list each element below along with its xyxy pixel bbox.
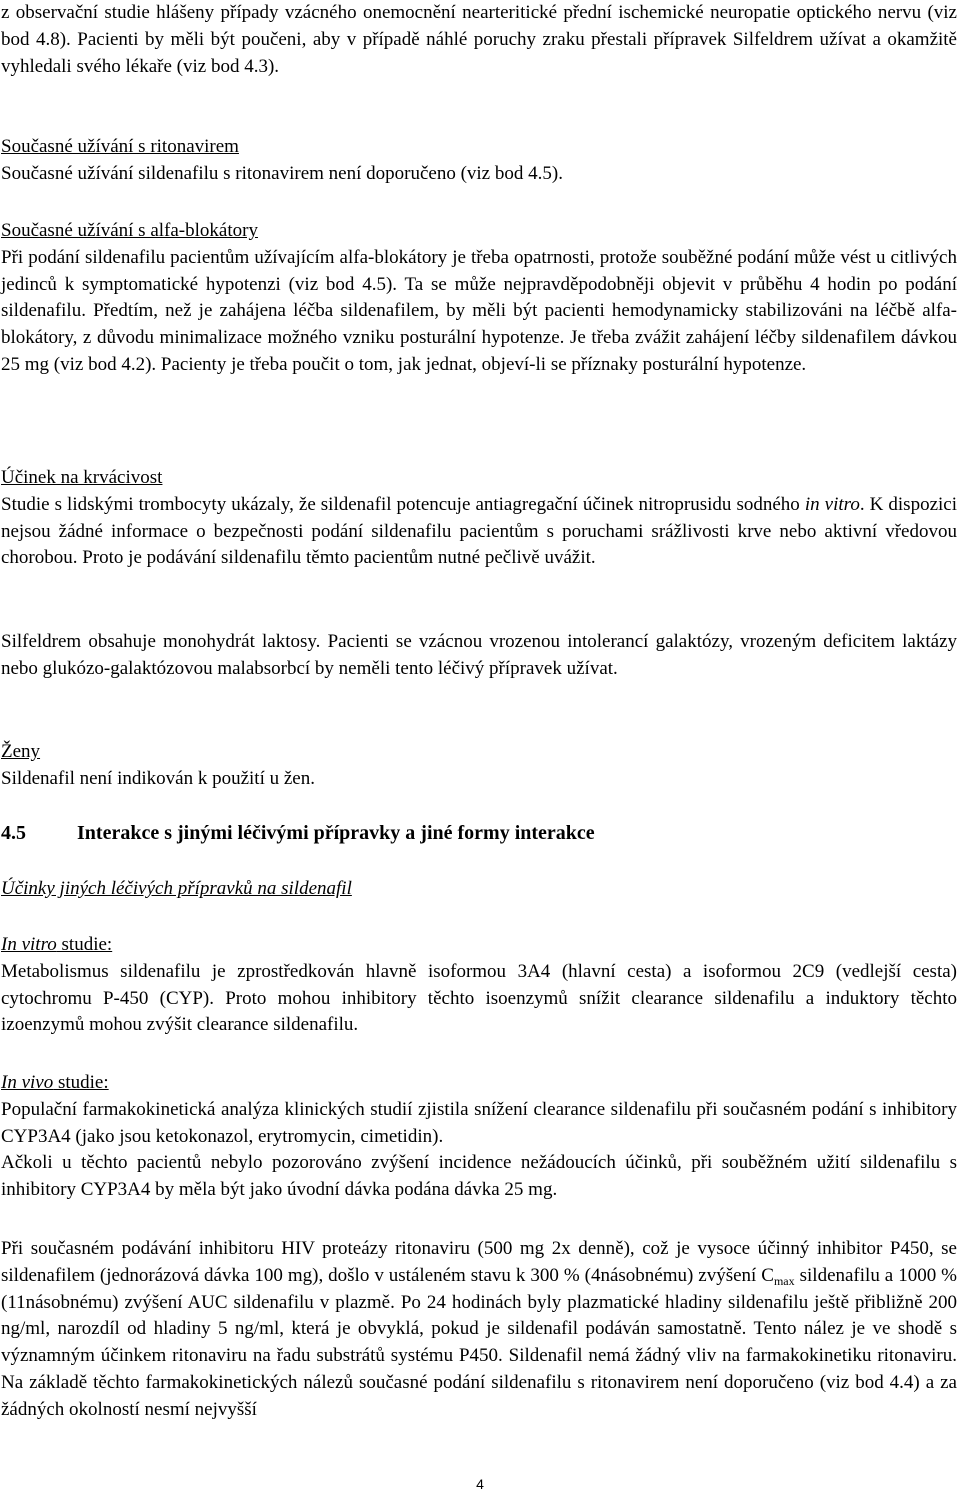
ritonavir-section: [0, 134, 958, 188]
women-text: Sildenafil není indikován k použití u žen.: [1, 767, 315, 789]
lactose-text: Silfeldrem obsahuje monohydrát laktosy. Pacienti se vzácnou vrozenou intolerancí galaktózy, vrozeným deficitem laktázy nebo glukózo-galaktózovou malabsorbcí by neměli tento léčivý přípravek užívat.: [1, 631, 957, 679]
ritonavir-heading: Současné užívání s ritonavirem: [1, 136, 239, 157]
in-vitro-text: Metabolismus sildenafilu je zprostředkován hlavně isoformou 3A4 (hlavní cesta) a isoformou 2C9 (vedlejší cesta) cytochromu P-450 (CYP). Proto mohou inhibitory těchto isoenzymů snížit clearance sildenafilu a induktory těchto izoenzymů mohou zvýšit clearance sildenafilu.: [1, 960, 957, 1036]
women-heading: Ženy: [1, 741, 41, 762]
effects-subheading: Účinky jiných léčivých přípravků na sildenafil: [1, 878, 352, 899]
in-vitro-label: In vitro studie:: [1, 934, 113, 955]
alpha-heading: Současné užívání s alfa-blokátory: [1, 220, 258, 241]
bleeding-heading: Účinek na krvácivost: [1, 467, 163, 488]
bleeding-text: Studie s lidskými trombocyty ukázaly, že sildenafil potencuje antiagregační účinek nitroprusidu sodného in vitro. K dispozici nejsou žádné informace o bezpečnosti podání sildenafilu pacientům s poruchami srážlivosti krve nebo aktivní vředovou chorobou. Proto je podávání sildenafilu těmto pacientům nutné pečlivě uvážit.: [1, 493, 958, 569]
alpha-text: Při podání sildenafilu pacientům užívajícím alfa-blokátory je třeba opatrnosti, protože souběžné podání může vést u citlivých jedinců k symptomatické hypotenzi (viz bod 4.5). Ta se může nejpravděpodobněji objevit v průběhu 4 hodin po podání sildenafilu. Předtím, než je zahájena léčba sildenafilem, by měli být pacienti hemodynamicky stabilizováni na léčbě alfa-blokátory, z důvodu minimalizace možného vzniku posturální hypotenze. Je třeba zvážit zahájení léčby sildenafilem dávkou 25 mg (viz bod 4.2). Pacienty je třeba poučit o tom, jak jednat, objeví-li se příznaky posturální hypotenze.: [1, 246, 957, 375]
in-vitro-italic: in vitro: [804, 493, 860, 515]
in-vivo-text-2: Ačkoli u těchto pacientů nebylo pozorováno zvýšení incidence nežádoucích účinků, při souběžném užití sildenafilu s inhibitory CYP3A4 by měla být jako úvodní dávka podána dávka 25 mg.: [1, 1152, 957, 1201]
hiv-paragraph: [0, 1236, 958, 1424]
ritonavir-text: Současné užívání sildenafilu s ritonavirem není doporučeno (viz bod 4.5).: [1, 162, 563, 184]
hiv-text: Při současném podávání inhibitoru HIV proteázy ritonaviru (500 mg 2x denně), což je vysoce účinný inhibitor P450, se sildenafilem (jednorázová dávka 100 mg), došlo v ustáleném stavu k 300 % (4násobnému) zvýšení $C_{max}$ sildenafilu a 1000 % (11násobnému) zvýšení AUC sildenafilu v plazmě. Po 24 hodinách byly plazmatické hladiny sildenafilu ještě přibližně 200 ng/ml, narozdíl od hladiny 5 ng/ml, která je obvyklá, pokud je sildenafil podáván samostatně. Tento nález je ve shodě s významným účinkem ritonaviru na řadu substrátů systému P450. Sildenafil nemá žádný vliv na farmakokinetiku ritonaviru. Na základě těchto farmakokinetických nálezů současné podání sildenafilu s ritonavirem není doporučeno (viz bod 4.4) a za žádných okolností nesmí nejvyšší: [1, 1238, 957, 1420]
cmax-subscript: max: [773, 1273, 795, 1288]
intro-text: z observační studie hlášeny případy vzácného onemocnění nearteritické přední ischemické neuropatie optického nervu (viz bod 4.8). Pacienti by měli být poučeni, aby v případě náhlé poruchy zraku přestali přípravek Silfeldrem užívat a okamžitě vyhledali svého lékaře (viz bod 4.3).: [1, 2, 957, 77]
alpha-blocker-section: [0, 218, 958, 379]
lactose-paragraph: [0, 629, 958, 683]
bleeding-section: [0, 465, 958, 572]
effects-subheading-block: [0, 876, 958, 903]
in-vivo-text-1: Populační farmakokinetická analýza klinických studií zjistila snížení clearance sildenafilu při současném podání s inhibitory CYP3A4 (jako jsou ketokonazol, erytromycin, cimetidin).: [1, 1098, 957, 1147]
in-vivo-section: [0, 1070, 958, 1204]
section-number: 4.5: [1, 822, 26, 844]
in-vitro-section: [0, 932, 958, 1039]
page-number: 4: [476, 1476, 484, 1492]
in-vivo-label: In vivo studie:: [1, 1072, 109, 1093]
section-title: Interakce s jinými léčivými přípravky a jiné formy interakce: [77, 822, 595, 844]
intro-paragraph: [0, 0, 958, 80]
women-section: [0, 739, 958, 793]
section-4-5-heading: [0, 820, 958, 846]
